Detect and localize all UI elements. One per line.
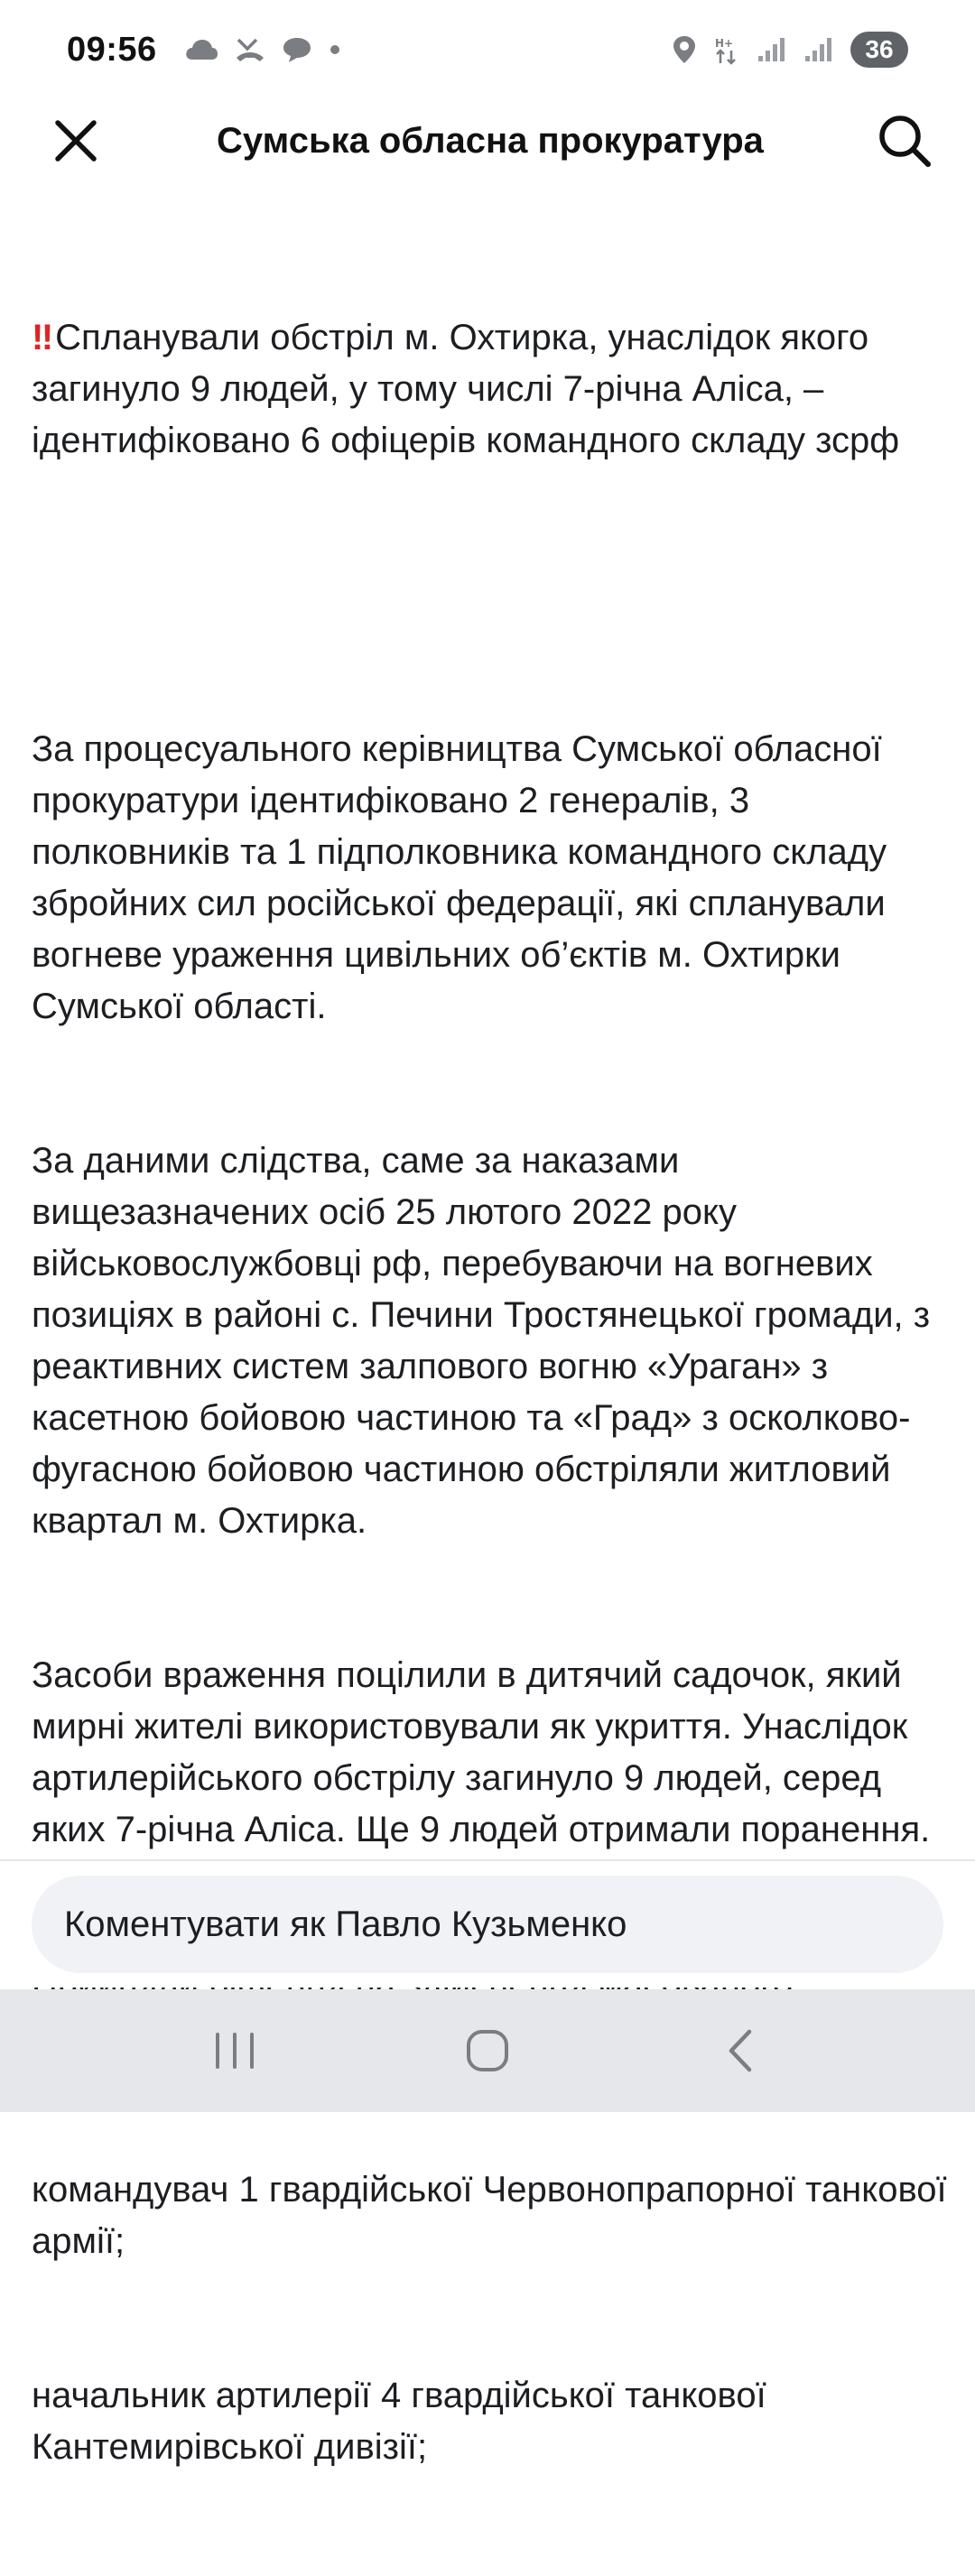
post-paragraph: Засоби враження поцілили в дитячий садочок, який мирні жителі використовували як укриття. Унаслідок артилерійського обстрілу загинуло 9 людей, серед яких 7-річна Аліса. Ще 9 людей отримали поранення. xyxy=(32,1655,931,1849)
back-button[interactable] xyxy=(686,2006,794,2096)
back-icon xyxy=(722,2028,758,2073)
recent-apps-button[interactable] xyxy=(181,2006,289,2096)
notification-icons xyxy=(184,36,341,63)
post-paragraph: командувач 1 гвардійської Червонопрапорної танкової армії; xyxy=(32,2170,957,2261)
close-button[interactable] xyxy=(43,108,108,173)
comment-placeholder: Коментувати як Павло Кузьменко xyxy=(64,1904,627,1944)
status-time: 09:56 xyxy=(67,30,157,69)
close-icon xyxy=(52,117,99,164)
signal-icon xyxy=(803,36,834,63)
page-title: Сумська обласна прокуратура xyxy=(217,120,764,161)
status-bar xyxy=(0,0,975,99)
search-button[interactable] xyxy=(872,108,937,173)
comment-input[interactable] xyxy=(32,1876,943,1973)
post-headline xyxy=(32,312,948,467)
post-paragraph: За даними слідства, саме за наказами вищезазначених осіб 25 лютого 2022 року військовослужбовці рф, перебуваючи на вогневих позиціях в районі с. Печини Тростянецької громади, з реактивних систем залпового вогню «Ураган» з касетною бойовою частиною та «Град» з осколково-фугасною бойовою частиною обстріляли житловий квартал м. Охтирка. xyxy=(32,1141,941,1541)
cloud-icon xyxy=(184,38,218,61)
navigation-bar xyxy=(0,1989,975,2112)
signal-icon xyxy=(757,36,787,63)
headline-text: Спланували обстріл м. Охтирка, унаслідок якого загинуло 9 людей, у тому числі 7-річна Аліса, – ідентифіковано 6 офіцерів командного складу зсрф xyxy=(32,318,900,460)
home-button[interactable] xyxy=(433,2006,542,2096)
app-header xyxy=(0,99,975,182)
comment-bar xyxy=(0,1859,975,1988)
data-arrows-icon xyxy=(713,34,740,65)
system-icons xyxy=(672,32,908,68)
home-icon xyxy=(465,2028,510,2073)
paragraph-spacer xyxy=(32,570,948,621)
post-paragraph: За процесуального керівництва Сумської обласної прокуратури ідентифіковано 2 генералів, 3 полковників та 1 підполковника командного складу збройних сил російської федерації, які спланували вогневе ураження цивільних об’єктів м. Охтирки Сумської області. xyxy=(32,729,897,1026)
dot-icon xyxy=(329,43,341,56)
missed-call-icon xyxy=(235,36,265,63)
search-icon xyxy=(876,112,933,170)
battery-level: 36 xyxy=(850,32,908,68)
double-exclamation-icon: ‼ xyxy=(32,318,49,357)
chat-bubble-icon xyxy=(282,36,312,63)
location-icon xyxy=(672,34,697,65)
svg-text:H+: H+ xyxy=(715,37,734,50)
recent-apps-icon xyxy=(212,2031,257,2071)
post-paragraph: начальник артилерії 4 гвардійської танкової Кантемирівської дивізії; xyxy=(32,2376,776,2467)
